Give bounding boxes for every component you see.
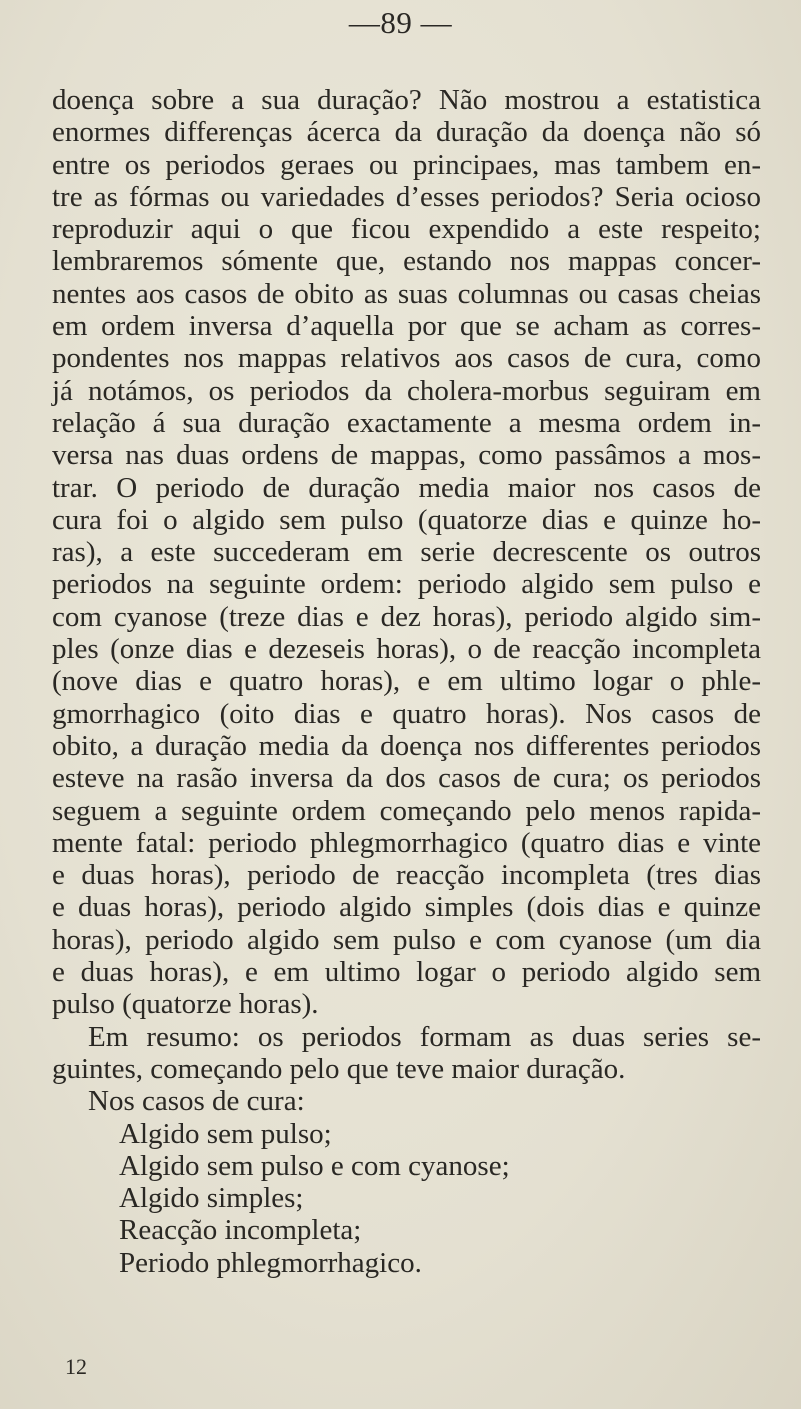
text-line: pulso (quatorze horas). [52, 988, 319, 1021]
body-text [52, 84, 761, 1279]
text-line: já notámos, os periodos da cholera-morbus seguiram em [52, 374, 761, 407]
text-line: periodos na seguinte ordem: periodo algido sem pulso e [52, 568, 761, 601]
text-line: entre os periodos geraes ou principaes, mas tambem en- [52, 148, 761, 181]
signature-mark: 12 [65, 1354, 87, 1379]
text-line: e duas horas), periodo algido simples (dois dias e quinze [52, 891, 761, 924]
text-line: doença sobre a sua duração? Não mostrou a estatistica [52, 84, 761, 116]
list-heading: Nos casos de cura: [88, 1085, 305, 1118]
text-line: reproduzir aqui o que ficou expendido a este respeito; [52, 213, 761, 246]
text-line: seguem a seguinte ordem começando pelo menos rapida- [52, 794, 761, 827]
text-line: com cyanose (treze dias e dez horas), periodo algido sim- [52, 600, 761, 633]
text-line: pondentes nos mappas relativos aos casos de cura, como [52, 342, 761, 375]
text-line: horas), periodo algido sem pulso e com cyanose (um dia [52, 923, 761, 956]
page-number: —89 — [348, 5, 453, 40]
text-line: em ordem inversa d’aquella por que se acham as corres- [52, 310, 761, 343]
text-line: lembraremos sómente que, estando nos mappas concer- [52, 245, 761, 278]
text-line: cura foi o algido sem pulso (quatorze dias e quinze ho- [52, 503, 761, 536]
text-line: nentes aos casos de obito as suas columnas ou casas cheias [52, 277, 761, 310]
text-line: esteve na rasão inversa da dos casos de cura; os periodos [52, 762, 761, 795]
text-line: ras), a este succederam em serie decrescente os outros [52, 536, 761, 569]
text-line: e duas horas), periodo de reacção incompleta (tres dias [52, 859, 761, 892]
text-line: trar. O periodo de duração media maior nos casos de [52, 471, 761, 504]
list-item: Algido simples; [119, 1182, 304, 1215]
text-line: versa nas duas ordens de mappas, como passâmos a mos- [52, 439, 761, 472]
text-line: enormes differenças ácerca da duração da doença não só [52, 116, 761, 149]
text-line: relação á sua duração exactamente a mesma ordem in- [52, 406, 761, 439]
text-line: e duas horas), e em ultimo logar o periodo algido sem [52, 956, 761, 989]
text-line: obito, a duração media da doença nos differentes periodos [52, 729, 761, 762]
summary-line: Em resumo: os periodos formam as duas series se- [88, 1020, 761, 1053]
text-line: tre as fórmas ou variedades d’esses periodos? Seria ocioso [52, 180, 761, 213]
summary-line: guintes, começando pelo que teve maior duração. [52, 1052, 626, 1085]
text-line: ples (onze dias e dezeseis horas), o de reacção incompleta [52, 633, 761, 666]
list-item: Algido sem pulso e com cyanose; [119, 1149, 510, 1182]
list-item: Reacção incompleta; [119, 1214, 362, 1247]
text-line: (nove dias e quatro horas), e em ultimo logar o phle- [52, 665, 761, 698]
list-item: Algido sem pulso; [119, 1117, 332, 1150]
text-line: mente fatal: periodo phlegmorrhagico (quatro dias e vinte [52, 826, 761, 859]
list-item: Periodo phlegmorrhagico. [119, 1246, 422, 1279]
text-line: gmorrhagico (oito dias e quatro horas). Nos casos de [52, 697, 761, 730]
